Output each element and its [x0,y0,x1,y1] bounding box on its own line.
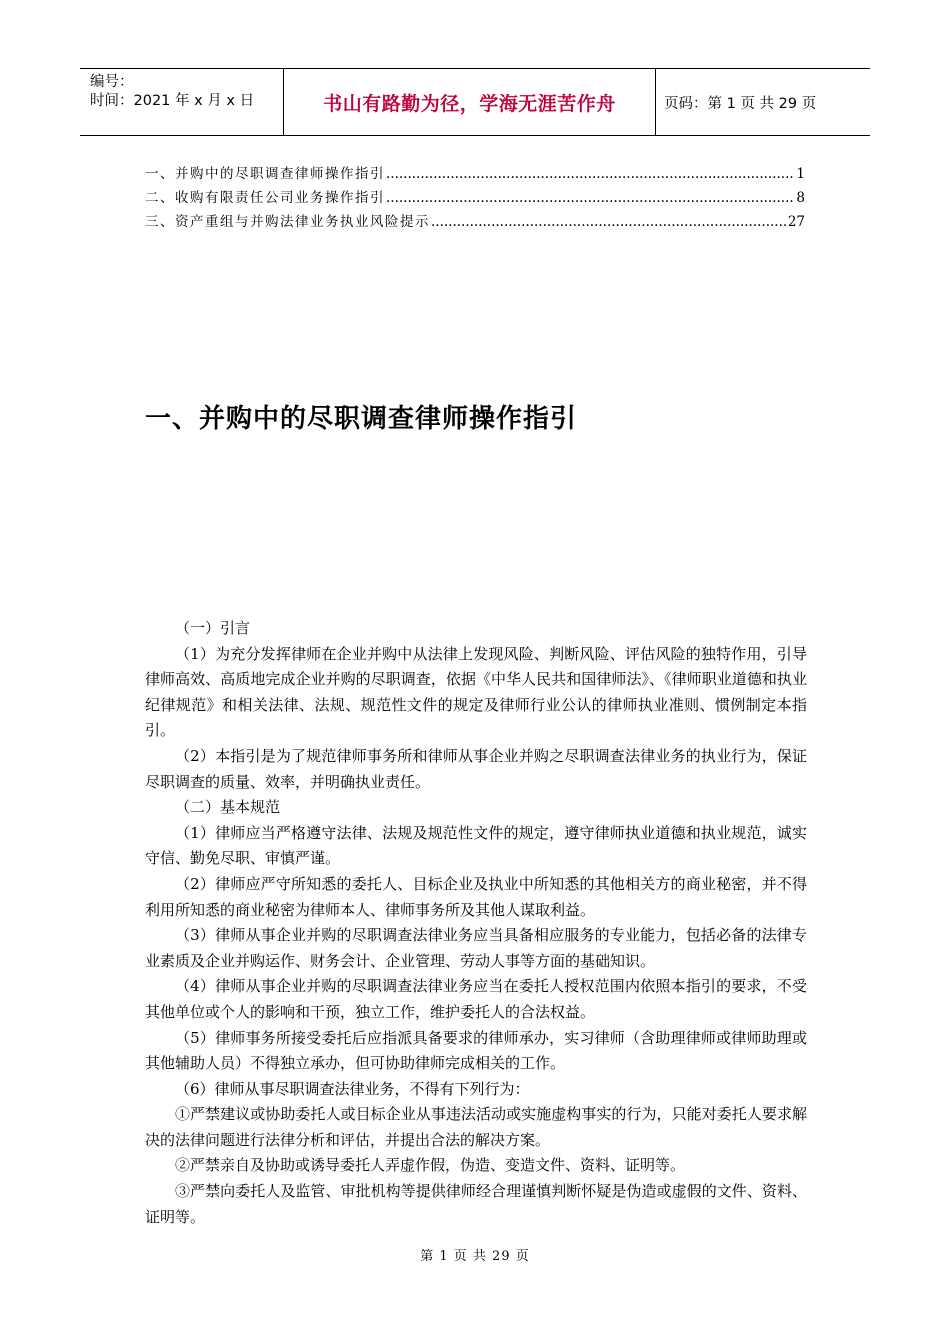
paragraph: （1）律师应当严格遵守法律、法规及规范性文件的规定，遵守律师执业道德和执业规范，诚实守信、勤免尽职、审慎严谨。 [145,823,807,868]
document-date: 时间：2021 年 x 月 x 日 [90,93,255,109]
header-meta [80,69,283,135]
paragraph: （2）本指引是为了规范律师事务所和律师从事企业并购之尽职调查法律业务的执业行为，保证尽职调查的质量、效率，并明确执业责任。 [145,746,807,791]
document-number: 编号： [90,74,134,90]
toc-leader-dots [386,166,795,182]
paragraph: （3）律师从事企业并购的尽职调查法律业务应当具备相应服务的专业能力，包括必备的法律专业素质及企业并购运作、财务会计、企业管理、劳动人事等方面的基础知识。 [145,926,807,970]
toc-entry-title: 一、并购中的尽职调查律师操作指引 [145,166,385,182]
document-header [80,68,870,136]
paragraph: （二）基本规范 [175,798,281,817]
paragraph: （1）为充分发挥律师在企业并购中从法律上发现风险、判断风险、评估风险的独特作用，引导律师高效、高质地完成企业并购的尽职调查，依据《中华人民共和国律师法》、《律师职业道德和执业纪律规范》和相关法律、法规、规范性文件的规定及律师行业公认的律师执业准则、惯例制定本指引。 [145,644,807,740]
body-text [145,616,807,1230]
toc-entry-title: 二、收购有限责任公司业务操作指引 [145,190,385,206]
toc-entry-page: 27 [787,214,805,230]
paragraph: （4）律师从事企业并购的尽职调查法律业务应当在委托人授权范围内依照本指引的要求，不受其他单位或个人的影响和干预，独立工作，维护委托人的合法权益。 [145,977,807,1021]
paragraph: （6）律师从事尽职调查法律业务，不得有下列行为： [175,1079,530,1098]
paragraph: ①严禁建议或协助委托人或目标企业从事违法活动或实施虚构事实的行为，只能对委托人要求解决的法律问题进行法律分析和评估，并提出合法的解决方案。 [145,1105,807,1149]
toc-entry-page: 8 [796,190,805,206]
paragraph: （2）律师应严守所知悉的委托人、目标企业及执业中所知悉的其他相关方的商业秘密，并不得利用所知悉的商业秘密为律师本人、律师事务所及其他人谋取利益。 [145,874,807,919]
toc-entry-page: 1 [796,166,805,182]
paragraph: ③严禁向委托人及监管、审批机构等提供律师经合理谨慎判断怀疑是伪造或虚假的文件、资料、证明等。 [145,1182,807,1226]
section-heading: 一、并购中的尽职调查律师操作指引 [145,404,578,434]
table-of-contents [145,162,805,234]
paragraph: （一）引言 [175,619,251,637]
toc-entry-title: 三、资产重组与并购法律业务执业风险提示 [145,214,430,230]
toc-leader-dots [431,214,787,230]
paragraph: （5）律师事务所接受委托后应指派具备要求的律师承办，实习律师（含助理律师或律师助理或其他辅助人员）不得独立承办，但可协助律师完成相关的工作。 [145,1028,807,1073]
header-page-info: 页码：第 1 页 共 29 页 [664,95,817,112]
page-footer: 第 1 页 共 29 页 [420,1249,530,1264]
toc-leader-dots [386,190,795,206]
toc-entry[interactable] [145,162,805,186]
header-motto: 书山有路勤为径，学海无涯苦作舟 [283,69,656,135]
paragraph: ②严禁亲自及协助或诱导委托人弄虚作假，伪造、变造文件、资料、证明等。 [175,1156,686,1175]
toc-entry[interactable] [145,186,805,210]
toc-entry[interactable] [145,210,805,234]
